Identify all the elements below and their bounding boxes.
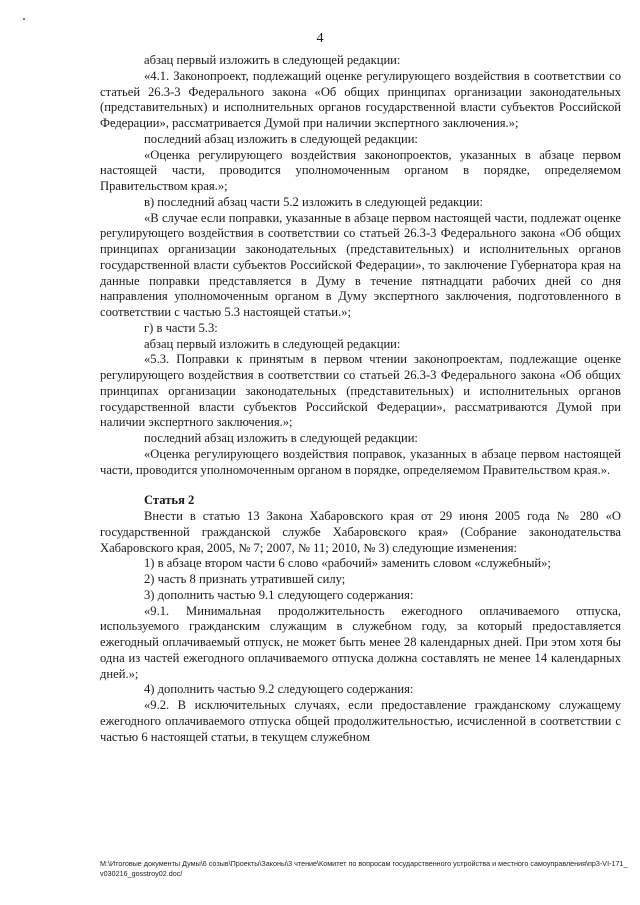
paragraph: «Оценка регулирующего воздействия поправок, указанных в абзаце первом настоящей части, проводится уполномоченным органом в порядке, определяемом Правительством края.». — [100, 446, 621, 477]
paragraph: «9.1. Минимальная продолжительность ежегодного оплачиваемого отпуска, используемого гражданским служащим в служебном году, за который предоставляется ежегодный оплачиваемый отпуск, не может быть менее 28 календарных дней. При этом хотя бы одна из частей ежегодного оплачиваемого отпуска должна составлять не менее 14 календарных дней.»; — [100, 603, 621, 681]
paragraph: «9.2. В исключительных случаях, если предоставление гражданскому служащему ежегодного оплачиваемого отпуска общей продолжительностью, исчисленной в соответствии с частью 6 настоящей статьи, в текущем служебном — [100, 698, 621, 744]
paragraph: «Оценка регулирующего воздействия законопроектов, указанных в абзаце первом настоящей части, проводится уполномоченным органом в порядке, определяемом Правительством края.»; — [100, 147, 621, 193]
paragraph: абзац первый изложить в следующей редакции: — [144, 336, 401, 351]
paragraph: последний абзац изложить в следующей редакции: — [144, 131, 418, 146]
paragraph: Внести в статью 13 Закона Хабаровского края от 29 июня 2005 года № 280 «О государственной гражданской службе Хабаровского края» (Собрание законодательства Хабаровского края, 2005, № 7; 2007, № 11; 2010, № 3) следующие изменения: — [100, 509, 621, 555]
paragraph: последний абзац изложить в следующей редакции: — [144, 431, 418, 445]
page-number: 4 — [316, 31, 324, 46]
scan-speck — [23, 18, 25, 20]
paragraph: 1) в абзаце втором части 6 слово «рабочий» заменить словом «служебный»; — [144, 556, 551, 571]
paragraph: 3) дополнить частью 9.1 следующего содержания: — [144, 587, 414, 602]
article-heading: Статья 2 — [144, 493, 195, 508]
paragraph: в) последний абзац части 5.2 изложить в следующей редакции: — [144, 194, 484, 209]
paragraph: 2) часть 8 признать утратившей силу; — [144, 572, 346, 586]
paragraph: 4) дополнить частью 9.2 следующего содержания: — [144, 682, 414, 697]
paragraph: абзац первый изложить в следующей редакции: — [144, 53, 401, 67]
paragraph: «В случае если поправки, указанные в абзаце первом настоящей части, подлежат оценке регулирующего воздействия в соответствии со статьей 26.3-3 Федерального закона «Об общих принципах организации законодательных (представительных) и исполнительных органов государственной власти субъектов Российской Федерации», то заключение Губернатора края на данные поправки представляется в Думу в течение пятнадцати рабочих дней со дня направления уполномоченным органом в Думу экспертного заключения, подготовленного в соответствии с частью 5.3 настоящей статьи.»; — [100, 210, 621, 319]
document-body — [100, 53, 621, 745]
paragraph: «4.1. Законопроект, подлежащий оценке регулирующего воздействия в соответствии со статьей 26.3-3 Федерального закона «Об общих принципах организации законодательных (представительных) и исполнительных органов государственной власти субъектов Российской Федерации», рассматривается Думой при наличии экспертного заключения.»; — [100, 68, 621, 130]
paragraph: г) в части 5.3: — [144, 320, 218, 335]
paragraph: «5.3. Поправки к принятым в первом чтении законопроектам, подлежащие оценке регулирующего воздействия в соответствии со статьей 26.3-3 Федерального закона «Об общих принципах организации законодательных (представительных) и исполнительных органов государственной власти субъектов Российской Федерации», рассматриваются Думой при наличии экспертного заключения.»; — [100, 352, 621, 430]
file-path-footer: M:\Итоговые документы Думы\6 созыв\Проекты\Законы\3 чтение\Комитет по вопросам государственного устройства и местного самоуправления\пр3-VI-171_v030216_gosstroy02.doc/ — [100, 859, 628, 878]
